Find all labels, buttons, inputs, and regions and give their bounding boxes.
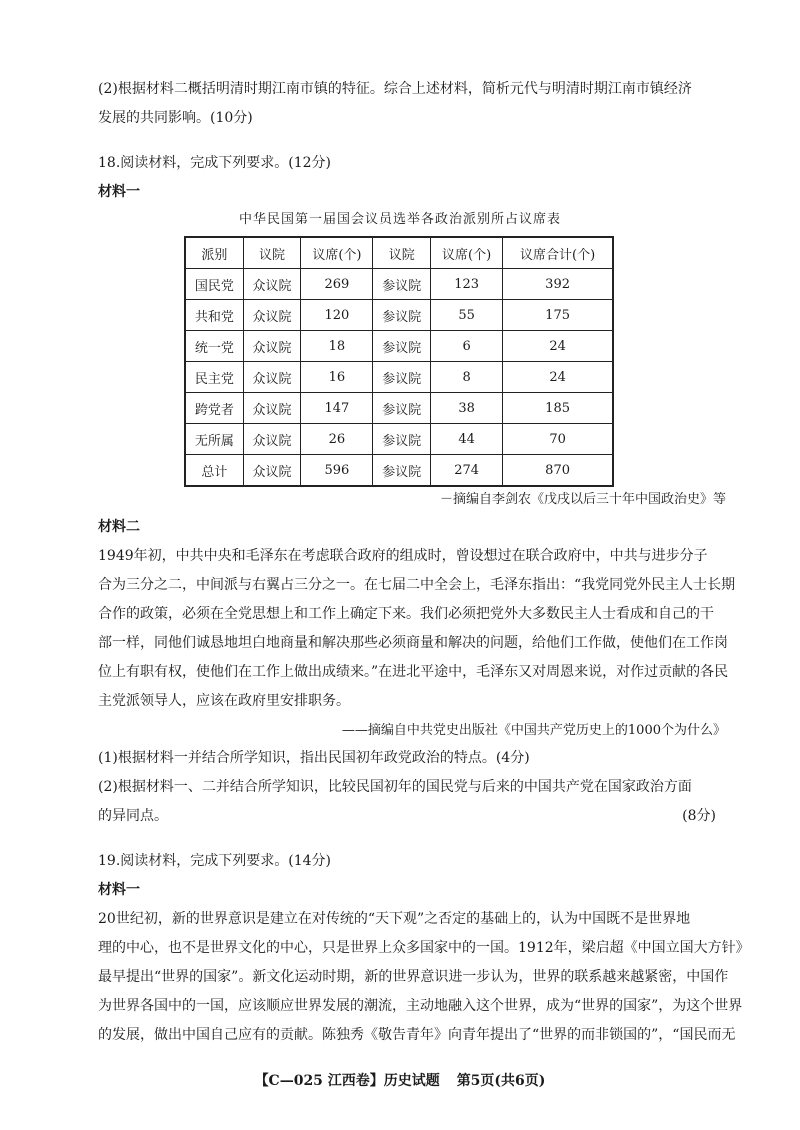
table-cell: 跨党者 — [185, 393, 243, 424]
q17-part2-line2: 发展的共同影响。(10分) — [98, 110, 253, 126]
table-cell: 38 — [431, 393, 503, 424]
table-header: 议院 — [373, 237, 431, 269]
table-cell: 统一党 — [185, 331, 243, 362]
q19-heading: 19.阅读材料，完成下列要求。(14分) — [98, 853, 332, 869]
table-cell: 参议院 — [373, 424, 431, 455]
table-cell: 参议院 — [373, 331, 431, 362]
table-cell: 众议院 — [243, 331, 301, 362]
table-cell: 147 — [301, 393, 373, 424]
table-cell: 总计 — [185, 455, 243, 487]
table-cell: 众议院 — [243, 362, 301, 393]
material2-line: 主党派领导人，应该在政府里安排职务。 — [98, 693, 350, 709]
table-header-row — [185, 237, 613, 269]
material2-line: 部一样，同他们诚恳地坦白地商量和解决那些必须商量和解决的问题，给他们工作做，使他们在工作岗 — [98, 635, 728, 651]
table-cell: 24 — [503, 331, 613, 362]
material2-source: ——摘编自中共党史出版社《中国共产党历史上的1000个为什么》 — [341, 723, 726, 738]
table-header: 议席合计(个) — [503, 237, 613, 269]
table-cell: 众议院 — [243, 424, 301, 455]
table-cell: 国民党 — [185, 269, 243, 300]
q18-question2-score: (8分) — [682, 808, 716, 824]
table-cell: 26 — [301, 424, 373, 455]
table-cell: 参议院 — [373, 393, 431, 424]
table-cell: 民主党 — [185, 362, 243, 393]
q18-material1-label: 材料一 — [98, 184, 140, 200]
table-cell: 参议院 — [373, 362, 431, 393]
table-header: 议院 — [243, 237, 301, 269]
q19-line: 为世界各国中的一国，应该顺应世界发展的潮流，主动地融入这个世界，成为“世界的国家”，为这个世界 — [98, 998, 743, 1014]
table-header: 派别 — [185, 237, 243, 269]
table-row — [185, 393, 613, 424]
table-cell: 参议院 — [373, 269, 431, 300]
table-cell: 众议院 — [243, 455, 301, 487]
table-cell: 24 — [503, 362, 613, 393]
table-row-total — [185, 455, 613, 487]
table-cell: 870 — [503, 455, 613, 487]
table-cell: 参议院 — [373, 455, 431, 487]
table-cell: 55 — [431, 300, 503, 331]
table-cell: 120 — [301, 300, 373, 331]
table-header: 议席(个) — [431, 237, 503, 269]
table-cell: 269 — [301, 269, 373, 300]
table-cell: 16 — [301, 362, 373, 393]
table-cell: 18 — [301, 331, 373, 362]
table-cell: 175 — [503, 300, 613, 331]
q18-material2-label: 材料二 — [98, 519, 140, 535]
table-cell: 44 — [431, 424, 503, 455]
table-cell: 596 — [301, 455, 373, 487]
table-title: 中华民国第一届国会议员选举各政治派别所占议席表 — [238, 212, 561, 227]
q19-material1-label: 材料一 — [98, 882, 140, 898]
q17-part2-line1: (2)根据材料二概括明清时期江南市镇的特征。综合上述材料，简析元代与明清时期江南市镇经济 — [98, 81, 692, 97]
material2-line: 1949年初，中共中央和毛泽东在考虑联合政府的组成时，曾设想过在联合政府中，中共与进步分子 — [98, 548, 708, 564]
table-cell: 共和党 — [185, 300, 243, 331]
table-source: －摘编自李剑农《戊戌以后三十年中国政治史》等 — [439, 492, 726, 507]
q19-line: 的发展，做出中国自己应有的贡献。陈独秀《敬告青年》向青年提出了“世界的而非锁国的”，“国民而无 — [98, 1027, 736, 1043]
table-cell: 众议院 — [243, 269, 301, 300]
table-row — [185, 331, 613, 362]
q18-question2-line2: 的异同点。 — [98, 808, 168, 824]
table-cell: 众议院 — [243, 393, 301, 424]
q19-line: 理的中心，也不是世界文化的中心，只是世界上众多国家中的一国。1912年，梁启超《中国立国大方针》 — [98, 940, 750, 956]
material2-line: 位上有职有权，使他们在工作上做出成绩来。”在进北平途中，毛泽东又对周恩来说，对作过贡献的各民 — [98, 664, 729, 680]
table-cell: 274 — [431, 455, 503, 487]
footer-paper-title: 【C—025 江西卷】历史试题 — [254, 1073, 440, 1089]
page-footer — [0, 1070, 800, 1090]
table-cell: 参议院 — [373, 300, 431, 331]
q18-question2-line1: (2)根据材料一、二并结合所学知识，比较民国初年的国民党与后来的中国共产党在国家政治方面 — [98, 779, 692, 795]
footer-page-number: 第5页(共6页) — [456, 1073, 546, 1089]
table-cell: 392 — [503, 269, 613, 300]
table-cell: 123 — [431, 269, 503, 300]
table-row — [185, 362, 613, 393]
q19-line: 20世纪初，新的世界意识是建立在对传统的“天下观”之否定的基础上的，认为中国既不是世界地 — [98, 911, 691, 927]
table-header: 议席(个) — [301, 237, 373, 269]
table-row — [185, 300, 613, 331]
material2-line: 合作的政策，必须在全党思想上和工作上确定下来。我们必须把党外大多数民主人士看成和自己的干 — [98, 606, 714, 622]
q19-line: 最早提出“世界的国家”。新文化运动时期，新的世界意识进一步认为，世界的联系越来越紧密，中国作 — [98, 969, 729, 985]
table-row — [185, 424, 613, 455]
table-cell: 8 — [431, 362, 503, 393]
table-cell: 6 — [431, 331, 503, 362]
seats-table — [184, 236, 614, 487]
table-cell: 70 — [503, 424, 613, 455]
table-row — [185, 269, 613, 300]
material2-line: 合为三分之二，中间派与右翼占三分之一。在七届二中全会上，毛泽东指出：“我党同党外民主人士长期 — [98, 577, 736, 593]
q18-question1: (1)根据材料一并结合所学知识，指出民国初年政党政治的特点。(4分) — [98, 750, 530, 766]
table-cell: 185 — [503, 393, 613, 424]
table-cell: 无所属 — [185, 424, 243, 455]
q18-heading: 18.阅读材料，完成下列要求。(12分) — [98, 155, 332, 171]
table-cell: 众议院 — [243, 300, 301, 331]
